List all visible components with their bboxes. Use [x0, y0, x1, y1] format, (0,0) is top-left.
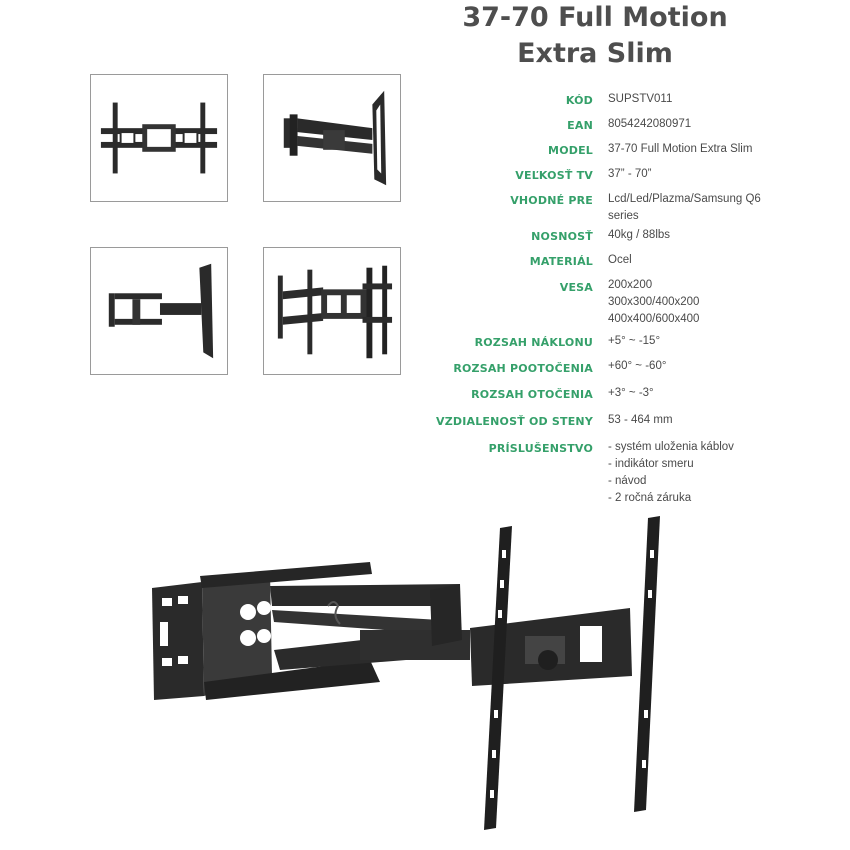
product-title: [440, 0, 750, 72]
spec-value-line: +5° ~ -15°: [608, 335, 661, 347]
spec-label-rozsah-pootocenia: ROZSAH POOTOČENIA: [453, 362, 593, 375]
spec-value-line: 53 - 464 mm: [608, 414, 673, 426]
spec-label-ean: EAN: [567, 119, 593, 132]
thumbnail-angled-view[interactable]: [263, 74, 401, 202]
spec-value-model: [608, 141, 808, 158]
spec-value-kod: [608, 91, 808, 108]
product-title-line1: 37-70 Full Motion: [462, 2, 728, 33]
spec-value-line: Ocel: [608, 254, 632, 266]
mount-side-view-icon: [91, 248, 227, 374]
spec-label-model: MODEL: [548, 144, 593, 157]
spec-value-line: 400x400/600x400: [608, 313, 700, 325]
spec-value-line: Lcd/Led/Plazma/Samsung Q6: [608, 193, 761, 205]
product-title-line2: Extra Slim: [517, 38, 673, 69]
spec-value-line: 37-70 Full Motion Extra Slim: [608, 143, 753, 155]
spec-value-line: 300x300/400x200: [608, 296, 700, 308]
spec-value-line: SUPSTV011: [608, 93, 673, 105]
spec-value-rozsah-pootocenia: [608, 358, 808, 375]
spec-value-velkost-tv: [608, 166, 808, 183]
mount-extended-view-icon: [264, 248, 400, 374]
mount-front-view-icon: [91, 75, 227, 201]
mount-angled-view-icon: [264, 75, 400, 201]
spec-value-line: +3° ~ -3°: [608, 387, 654, 399]
spec-value-ean: [608, 116, 808, 133]
spec-value-vzdialenost: [608, 412, 808, 429]
spec-label-kod: KÓD: [565, 94, 593, 107]
tv-wall-mount-icon: [140, 510, 700, 850]
thumbnail-front-view[interactable]: [90, 74, 228, 202]
spec-label-prislusenstvo: PRÍSLUŠENSTVO: [488, 442, 593, 455]
spec-label-velkost-tv: VEĽKOSŤ TV: [515, 169, 593, 182]
spec-value-nosnost: [608, 227, 808, 244]
spec-label-material: MATERIÁL: [529, 255, 593, 268]
spec-value-line: - systém uloženia káblov: [608, 441, 734, 453]
spec-value-line: - indikátor smeru: [608, 458, 694, 470]
spec-value-line: - 2 ročná záruka: [608, 492, 692, 504]
spec-value-material: [608, 252, 808, 269]
spec-label-rozsah-naklonu: ROZSAH NÁKLONU: [474, 336, 593, 349]
spec-label-vhodne-pre: VHODNÉ PRE: [510, 194, 593, 207]
hero-product-image: [140, 510, 700, 850]
spec-value-line: 37” - 70”: [608, 168, 652, 180]
spec-label-vesa: VESA: [559, 281, 593, 294]
thumbnail-side-view[interactable]: [90, 247, 228, 375]
spec-value-line: - návod: [608, 475, 647, 487]
thumbnail-extended-view[interactable]: [263, 247, 401, 375]
spec-label-vzdialenost: VZDIALENOSŤ OD STENY: [436, 415, 593, 428]
spec-value-prislusenstvo: [608, 439, 808, 507]
spec-value-line: 40kg / 88lbs: [608, 229, 671, 241]
spec-value-line: series: [608, 210, 639, 222]
spec-value-rozsah-naklonu: [608, 333, 808, 350]
spec-label-rozsah-otocenia: ROZSAH OTOČENIA: [471, 388, 593, 401]
spec-value-rozsah-otocenia: [608, 385, 808, 402]
spec-label-nosnost: NOSNOSŤ: [531, 230, 593, 243]
spec-value-vhodne-pre: [608, 191, 808, 225]
spec-value-line: 200x200: [608, 279, 653, 291]
spec-value-line: +60° ~ -60°: [608, 360, 667, 372]
spec-value-line: 8054242080971: [608, 118, 692, 130]
spec-value-vesa: [608, 277, 808, 328]
